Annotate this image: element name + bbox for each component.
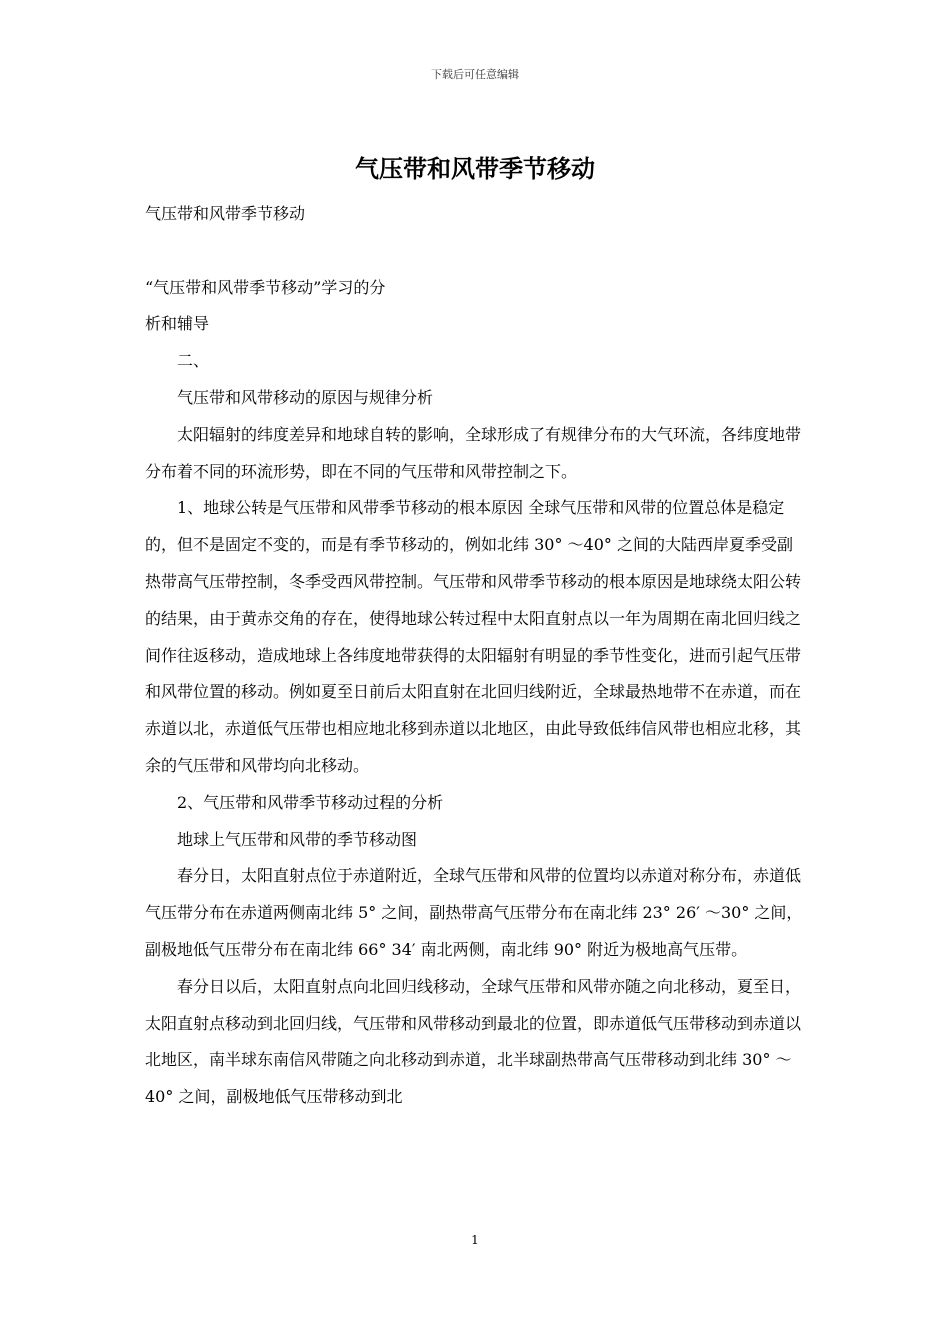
paragraph: 地球上气压带和风带的季节移动图 [177,829,418,849]
paragraph: 1、地球公转是气压带和风带季节移动的根本原因 全球气压带和风带的位置总体是稳定的，但不是固定不变的，而是有季节移动的，例如北纬 30° ～40° 之间的大陆西岸夏季受副热带高气压带控制，冬季受西风带控制。气压带和风带季节移动的根本原因是地球绕太阳公转的结果，由于黄赤交角的存在，使得地球公转过程中太阳直射点以一年为周期在南北回归线之间作往返移动，造成地球上各纬度地带获得的太阳辐射有明显的季节性变化，进而引起气压带和风带位置的移动。例如夏至日前后太阳直射在北回归线附近，全球最热地带不在赤道，而在赤道以北，赤道低气压带也相应地北移到赤道以北地区，由此导致低纬信风带也相应北移，其余的气压带和风带均向北移动。 [145,498,802,775]
quote-line-2: 析和辅导 [145,314,210,334]
section-number: 二、 [177,351,210,371]
document-body [145,196,805,1116]
paragraph: 2、气压带和风带季节移动过程的分析 [177,792,444,812]
section-heading: 气压带和风带移动的原因与规律分析 [177,387,434,407]
header-note: 下载后可任意编辑 [431,68,519,81]
paragraph: 春分日，太阳直射点位于赤道附近，全球气压带和风带的位置均以赤道对称分布，赤道低气压带分布在赤道两侧南北纬 5° 之间，副热带高气压带分布在南北纬 23° 26′ ～30° 之间，副极地低气压带分布在南北纬 66° 34′ 南北两侧，南北纬 90° 附近为极地高气压带。 [145,866,803,959]
page-number: 1 [471,1233,479,1247]
paragraph: 太阳辐射的纬度差异和地球自转的影响，全球形成了有规律分布的大气环流，各纬度地带分布着不同的环流形势，即在不同的气压带和风带控制之下。 [145,424,802,481]
document-subtitle: 气压带和风带季节移动 [145,204,306,223]
paragraph: 春分日以后，太阳直射点向北回归线移动，全球气压带和风带亦随之向北移动，夏至日，太阳直射点移动到北回归线，气压带和风带移动到最北的位置，即赤道低气压带移动到赤道以北地区，南半球东南信风带随之向北移动到赤道，北半球副热带高气压带移动到北纬 30° ～40° 之间，副极地低气压带移动到北 [145,976,802,1107]
blank-line [145,233,805,270]
quote-line-1: “气压带和风带季节移动”学习的分 [145,277,386,297]
document-title: 气压带和风带季节移动 [355,155,595,183]
